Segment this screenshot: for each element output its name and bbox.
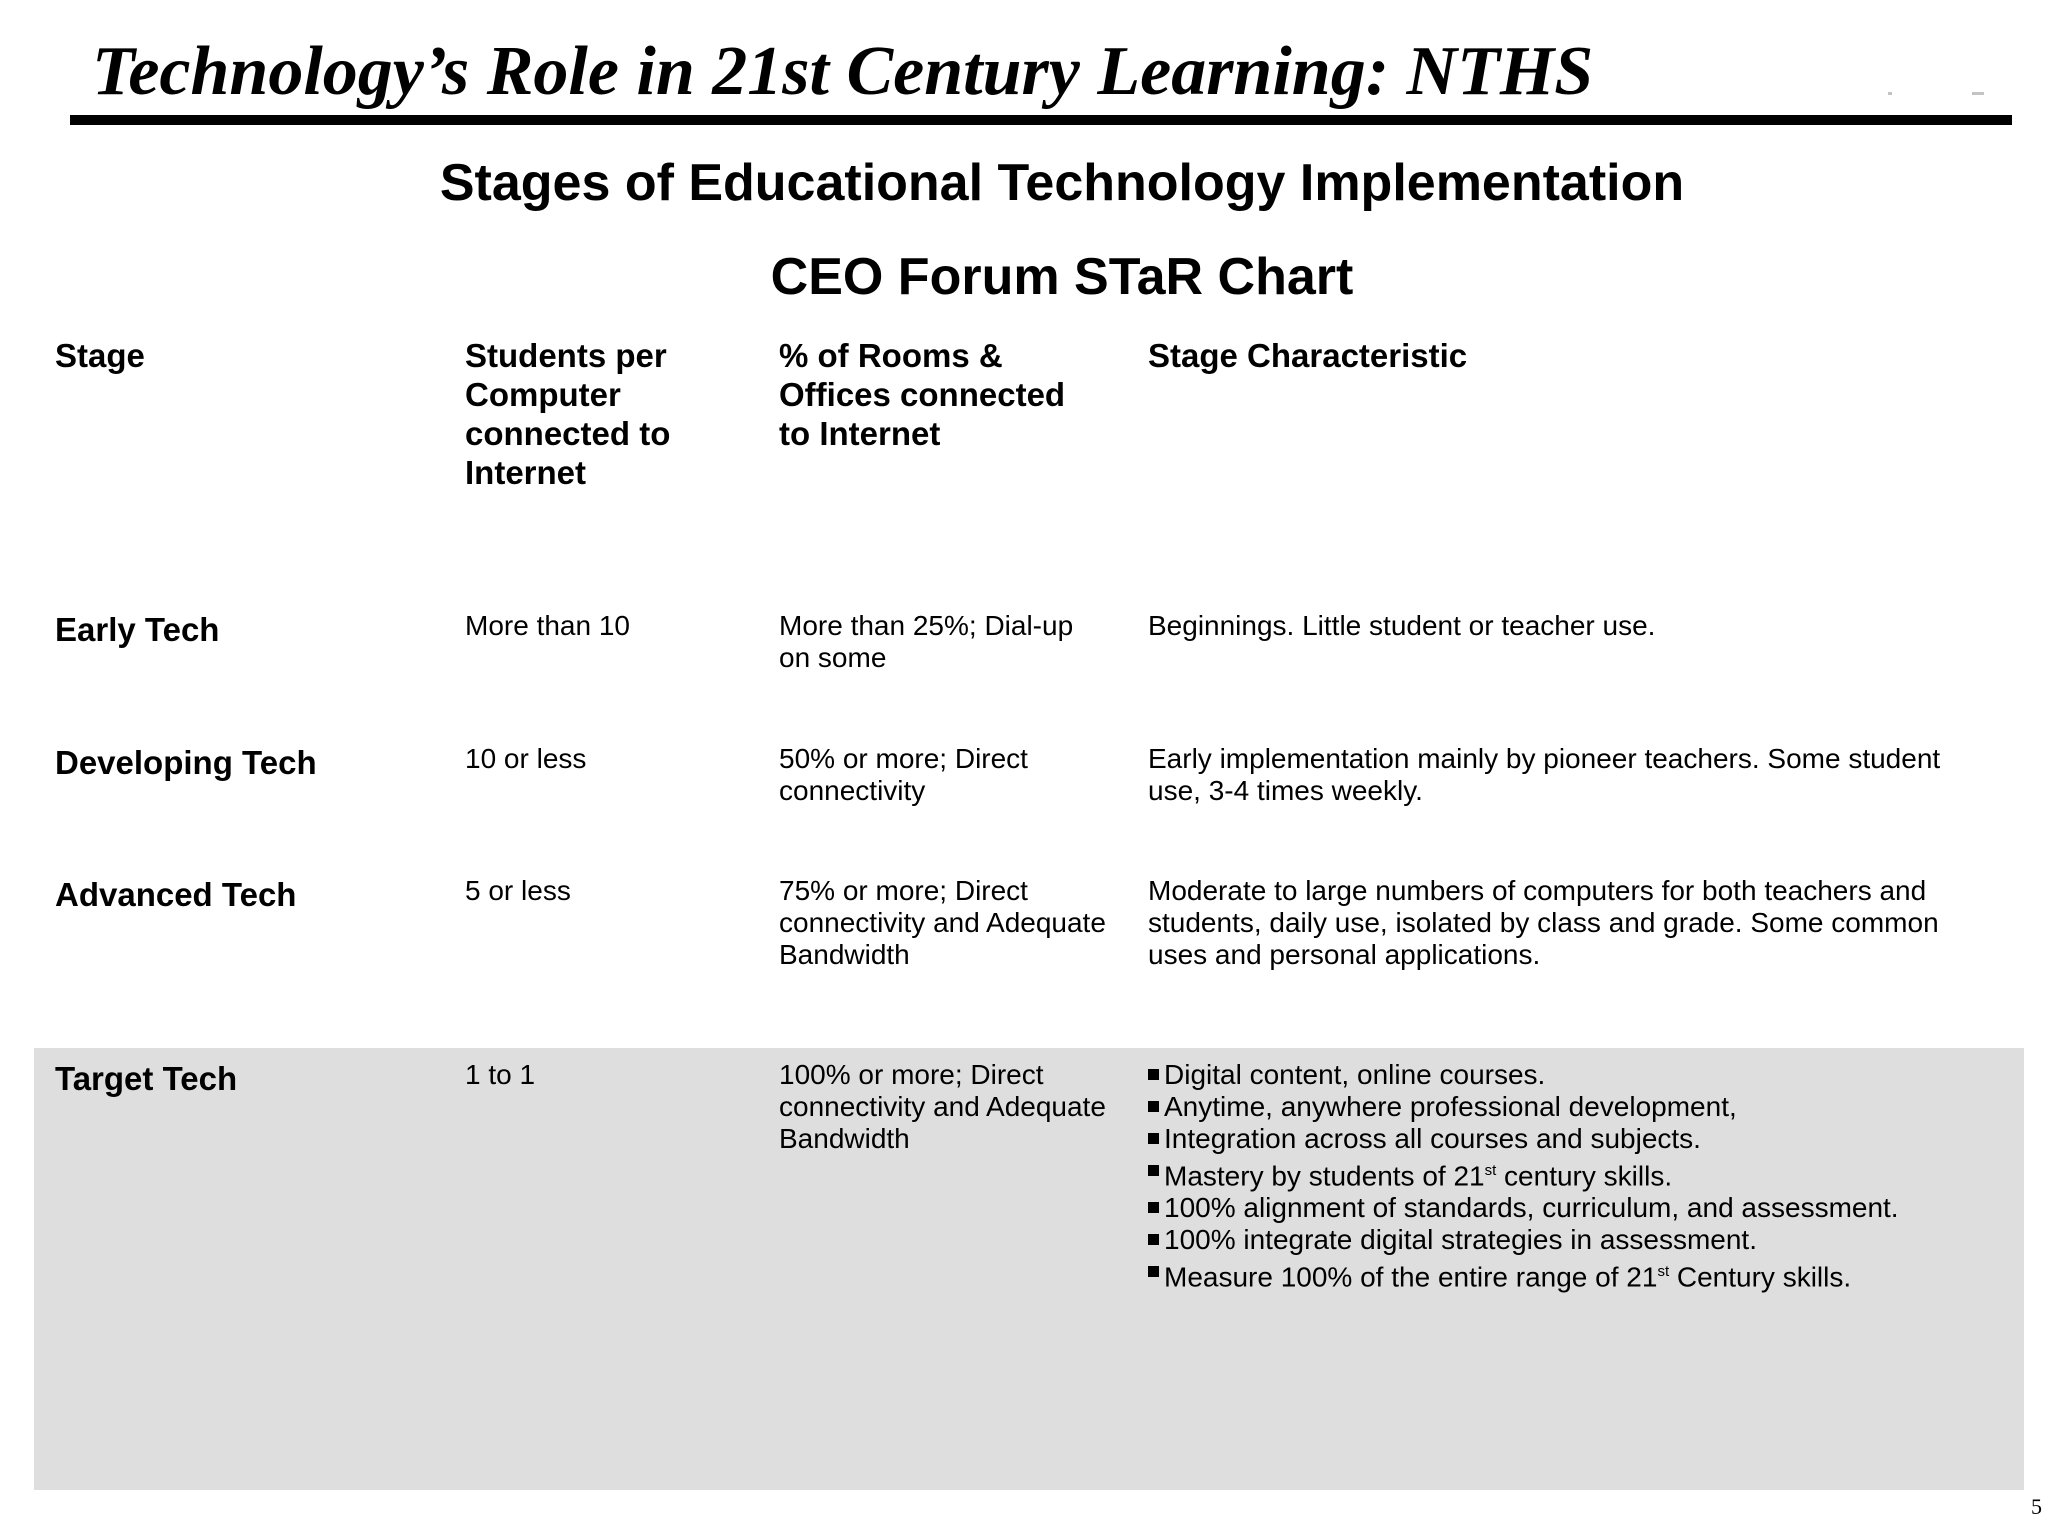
target-tech-characteristics-list <box>1148 1059 1899 1294</box>
slide-title: Technology’s Role in 21st Century Learning: NTHS <box>92 33 1594 110</box>
row-advanced-tech-students: 5 or less <box>465 875 571 906</box>
row-target-tech-rooms: 100% or more; Direct connectivity and Adequate Bandwidth <box>779 1059 1106 1154</box>
slide-subtitle: Stages of Educational Technology Implementation <box>439 154 1685 212</box>
page-number: 5 <box>2031 1494 2042 1519</box>
row-advanced-tech-rooms: 75% or more; Direct connectivity and Adequate Bandwidth <box>779 875 1106 970</box>
row-developing-tech-characteristic: Early implementation mainly by pioneer teachers. Some student use, 3-4 times weekly. <box>1148 743 1941 806</box>
row-early-tech-stage: Early Tech <box>55 611 220 648</box>
header-stage-characteristic: Stage Characteristic <box>1148 337 1468 374</box>
row-early-tech-characteristic: Beginnings. Little student or teacher use. <box>1148 610 1656 641</box>
header-rooms-connected: % of Rooms & Offices connected to Internet <box>779 337 1066 452</box>
row-early-tech-students: More than 10 <box>465 610 630 641</box>
list-item: 100% alignment of standards, curriculum, and assessment. <box>1148 1192 1899 1224</box>
list-item: Mastery by students of 21st century skills. <box>1148 1155 1899 1192</box>
list-item: 100% integrate digital strategies in assessment. <box>1148 1224 1899 1256</box>
chart-name: CEO Forum STaR Chart <box>770 248 1354 306</box>
row-advanced-tech-stage: Advanced Tech <box>55 876 297 913</box>
scan-mark <box>1972 92 1984 95</box>
row-early-tech-rooms: More than 25%; Dial-up on some <box>779 610 1074 673</box>
list-item: Anytime, anywhere professional development, <box>1148 1091 1899 1123</box>
header-students-per-computer: Students per Computer connected to Internet <box>465 337 671 491</box>
row-developing-tech-rooms: 50% or more; Direct connectivity <box>779 743 1028 806</box>
row-developing-tech-stage: Developing Tech <box>55 744 317 781</box>
list-item: Integration across all courses and subjects. <box>1148 1123 1899 1155</box>
list-item: Measure 100% of the entire range of 21st Century skills. <box>1148 1256 1899 1293</box>
header-stage: Stage <box>55 337 145 374</box>
row-target-tech-students: 1 to 1 <box>465 1059 536 1090</box>
list-item: Digital content, online courses. <box>1148 1059 1899 1091</box>
row-target-tech-stage: Target Tech <box>55 1060 238 1097</box>
row-developing-tech-students: 10 or less <box>465 743 587 774</box>
title-divider <box>70 115 2012 125</box>
row-advanced-tech-characteristic: Moderate to large numbers of computers for both teachers and students, daily use, isolated by class and grade. Some common uses and personal applications. <box>1148 875 1939 970</box>
scan-mark <box>1888 92 1892 95</box>
